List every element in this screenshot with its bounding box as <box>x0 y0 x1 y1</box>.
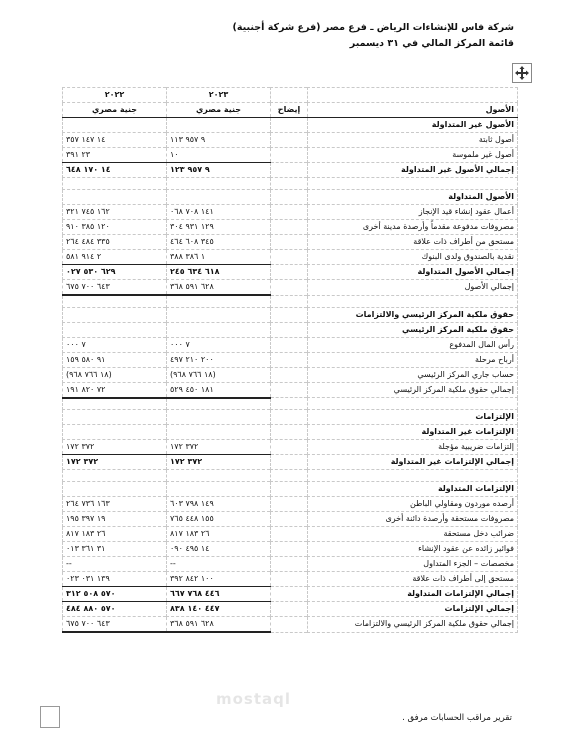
row-value-prior: ٢٦ ١٨٣ ٨١٧ <box>63 527 167 542</box>
watermark: mostaql <box>216 690 292 708</box>
table-row <box>63 602 518 617</box>
row-value-current: ١٢٩ ٩٣١ ٣٠٤ <box>167 220 271 235</box>
row-label: نقدية بالصندوق ولدى البنوك <box>308 250 518 265</box>
row-label: أرباح مرحلة <box>308 352 518 367</box>
row-value-current <box>167 470 271 482</box>
document-header <box>94 20 514 52</box>
row-value-current <box>167 425 271 440</box>
table-row <box>63 148 518 163</box>
row-value-current: ٩ ٩٥٧ ١١٣ <box>167 133 271 148</box>
row-value-prior: (١٨ ٧٦٦ ٩٦٨) <box>63 367 167 382</box>
row-label: الإلتزامات المتداولة <box>308 482 518 497</box>
row-note <box>271 220 308 235</box>
table-row <box>63 295 518 307</box>
row-note <box>271 617 308 633</box>
row-value-prior: ١٤ ١٤٧ ٣٥٧ <box>63 133 167 148</box>
row-note <box>271 587 308 602</box>
row-label: رأس المال المدفوع <box>308 337 518 352</box>
column-header-row <box>63 103 518 118</box>
row-label: حقوق ملكية المركز الرئيسي <box>308 322 518 337</box>
row-value-prior <box>63 425 167 440</box>
table-row <box>63 482 518 497</box>
row-note <box>271 133 308 148</box>
assets-heading: الأصول <box>308 103 518 118</box>
row-value-current: ٣٤٥ ٦٠٨ ٤٦٤ <box>167 235 271 250</box>
row-value-prior: ٣١ ٣٦١ ٠١٣ <box>63 542 167 557</box>
row-value-prior <box>63 190 167 205</box>
row-note <box>271 367 308 382</box>
row-note <box>271 410 308 425</box>
row-value-current: ١٨١ ٤٥٠ ٥٢٩ <box>167 382 271 398</box>
row-value-prior: ٢ ٩١٤ ٥٨١ <box>63 250 167 265</box>
row-value-current <box>167 410 271 425</box>
row-value-prior <box>63 410 167 425</box>
row-value-prior <box>63 322 167 337</box>
row-value-prior: ٥٧٠ ٨٨٠ ٤٨٤ <box>63 602 167 617</box>
row-value-current: ٤٤٦ ٧٦٨ ٦٦٧ <box>167 587 271 602</box>
table-row <box>63 497 518 512</box>
table-row <box>63 512 518 527</box>
table-row <box>63 617 518 633</box>
row-note <box>271 190 308 205</box>
row-value-current: -- <box>167 557 271 572</box>
statement-title: قائمة المركز المالي في ٣١ ديسمبر <box>349 38 514 49</box>
table-move-handle[interactable] <box>512 63 532 83</box>
row-label: مستحق إلى أطراف ذات علاقة <box>308 572 518 587</box>
row-value-current: ١٠٠ ٨٤٢ ٣٩٢ <box>167 572 271 587</box>
row-label: إجمالي حقوق ملكية المركز الرئيسي <box>308 382 518 398</box>
row-label: مصروفات مدفوعة مقدماً وأرصدة مدينة أخرى <box>308 220 518 235</box>
row-value-prior: ٣٧٢ ١٧٢ <box>63 455 167 470</box>
row-value-prior: ١٤ ١٧٠ ٦٤٨ <box>63 163 167 178</box>
row-note <box>271 425 308 440</box>
row-value-current <box>167 118 271 133</box>
row-value-current: ١ ٣٨٦ ٣٨٨ <box>167 250 271 265</box>
row-note <box>271 497 308 512</box>
table-row <box>63 337 518 352</box>
row-value-prior: ٣٣٥ ٤٨٤ ٢٦٤ <box>63 235 167 250</box>
table-row <box>63 250 518 265</box>
row-value-prior <box>63 398 167 410</box>
table-row <box>63 235 518 250</box>
row-value-prior: ٢٣ ٣٩١ <box>63 148 167 163</box>
row-label: أعمال عقود إنشاء قيد الإنجاز <box>308 205 518 220</box>
row-note <box>271 602 308 617</box>
row-note <box>271 265 308 280</box>
table-row <box>63 178 518 190</box>
table-row <box>63 398 518 410</box>
row-label: حقوق ملكية المركز الرئيسي والالتزامات <box>308 307 518 322</box>
row-value-prior <box>63 482 167 497</box>
table-row <box>63 587 518 602</box>
row-value-current: ١٠ <box>167 148 271 163</box>
row-note <box>271 307 308 322</box>
row-label: أرصده موردون ومقاولي الباطن <box>308 497 518 512</box>
year-prior: ٢٠٢٢ <box>63 88 167 103</box>
row-value-current: ٢٦ ١٨٣ ٨١٧ <box>167 527 271 542</box>
row-value-prior <box>63 470 167 482</box>
auditor-report-note: تقرير مراقب الحسابات مرفق . <box>402 713 512 723</box>
row-value-prior: ١٩ ٣٩٧ ١٩٥ <box>63 512 167 527</box>
row-value-current <box>167 398 271 410</box>
row-label: إجمالي الأصول <box>308 280 518 296</box>
row-label: الأصول غير المتداولة <box>308 118 518 133</box>
row-value-current: ٢٠٠ ٢١٠ ٤٩٧ <box>167 352 271 367</box>
table-row <box>63 220 518 235</box>
row-value-current <box>167 307 271 322</box>
row-value-current: ٣٧٢ ١٧٢ <box>167 455 271 470</box>
row-label: إجمالي الإلتزامات <box>308 602 518 617</box>
row-value-current: (١٨ ٧٦٦ ٩٦٨) <box>167 367 271 382</box>
table-row <box>63 190 518 205</box>
row-note <box>271 250 308 265</box>
row-label <box>308 470 518 482</box>
table-row <box>63 470 518 482</box>
table-row <box>63 280 518 296</box>
row-label <box>308 295 518 307</box>
row-value-prior: ٧ ٠٠٠ <box>63 337 167 352</box>
row-label: الأصول المتداولة <box>308 190 518 205</box>
row-label: حساب جاري المركز الرئيسي <box>308 367 518 382</box>
row-label: إلتزامات ضريبية مؤجلة <box>308 440 518 455</box>
note-heading: إيضاح <box>271 103 308 118</box>
row-note <box>271 542 308 557</box>
row-value-current <box>167 190 271 205</box>
row-value-prior: ١٦٢ ٧٤٥ ٣٢١ <box>63 205 167 220</box>
table-row <box>63 352 518 367</box>
row-value-prior <box>63 295 167 307</box>
row-label <box>308 398 518 410</box>
row-note <box>271 398 308 410</box>
table-row <box>63 307 518 322</box>
currency-current: جنية مصري <box>167 103 271 118</box>
table-row <box>63 455 518 470</box>
table-row <box>63 133 518 148</box>
table-row <box>63 542 518 557</box>
row-value-current: ٦٢٨ ٥٩١ ٣٦٨ <box>167 617 271 633</box>
row-value-current <box>167 178 271 190</box>
table-row <box>63 205 518 220</box>
row-value-prior: ١٦٣ ٧٣٦ ٢٦٤ <box>63 497 167 512</box>
row-note <box>271 322 308 337</box>
row-label: أصول ثابتة <box>308 133 518 148</box>
row-note <box>271 512 308 527</box>
row-value-current <box>167 295 271 307</box>
row-note <box>271 178 308 190</box>
row-label: مصروفات مستحقة وأرصدة دائنة أخرى <box>308 512 518 527</box>
table-row <box>63 440 518 455</box>
table-row <box>63 425 518 440</box>
row-note <box>271 482 308 497</box>
row-note <box>271 440 308 455</box>
row-label: إجمالي الأصول المتداولة <box>308 265 518 280</box>
row-label: أصول غير ملموسة <box>308 148 518 163</box>
row-label: مستحق من أطراف ذات علاقة <box>308 235 518 250</box>
move-arrows-icon <box>515 66 529 80</box>
currency-prior: جنية مصري <box>63 103 167 118</box>
row-value-current: ١٥٥ ٤٤٨ ٧٦٥ <box>167 512 271 527</box>
row-label: إجمالي الإلتزامات المتداولة <box>308 587 518 602</box>
table-row <box>63 265 518 280</box>
row-value-current: ٩ ٩٥٧ ١٢٣ <box>167 163 271 178</box>
row-value-prior: ٦٢٩ ٥٣٠ ٠٢٧ <box>63 265 167 280</box>
row-note <box>271 455 308 470</box>
row-label: إجمالي الأصول غير المتداولة <box>308 163 518 178</box>
row-value-prior <box>63 178 167 190</box>
row-value-prior: -- <box>63 557 167 572</box>
table-row <box>63 382 518 398</box>
company-title: شركة فاس للإنشاءات الرياض ـ فرع مصر (فرع شركة أجنبية) <box>232 22 514 33</box>
row-value-prior <box>63 118 167 133</box>
row-note <box>271 118 308 133</box>
row-value-current: ٦١٨ ٦٣٤ ٢٤٥ <box>167 265 271 280</box>
row-value-current: ٦٢٨ ٥٩١ ٣٦٨ <box>167 280 271 296</box>
page-corner-box <box>40 706 60 728</box>
year-header-row <box>63 88 518 103</box>
row-label: إجمالي حقوق ملكية المركز الرئيسي والالتزامات <box>308 617 518 633</box>
row-note <box>271 337 308 352</box>
table-row <box>63 557 518 572</box>
row-value-prior: ٧٢ ٨٢٠ ١٩١ <box>63 382 167 398</box>
table-row <box>63 322 518 337</box>
row-value-prior: ١٢٠ ٣٨٥ ٩١٠ <box>63 220 167 235</box>
row-label: إجمالي الإلتزامات غير المتداولة <box>308 455 518 470</box>
row-value-current: ١٤ ٤٩٥ ٠٩٠ <box>167 542 271 557</box>
financial-position-table <box>62 87 518 633</box>
row-label: مخصصات – الجزء المتداول <box>308 557 518 572</box>
table-row <box>63 527 518 542</box>
row-label: الإلتزامات غير المتداولة <box>308 425 518 440</box>
table-row <box>63 410 518 425</box>
row-value-prior: ٣٧٢ ١٧٢ <box>63 440 167 455</box>
row-note <box>271 382 308 398</box>
row-value-prior: ٦٤٣ ٧٠٠ ٦٧٥ <box>63 280 167 296</box>
row-label: الإلتزامات <box>308 410 518 425</box>
row-value-prior: ١٣٩ ٠٣١ ٠٢٣ <box>63 572 167 587</box>
row-value-current: ٣٧٢ ١٧٢ <box>167 440 271 455</box>
row-note <box>271 572 308 587</box>
row-value-prior: ٩١ ٥٨٠ ١٥٩ <box>63 352 167 367</box>
row-note <box>271 470 308 482</box>
row-note <box>271 295 308 307</box>
table-row <box>63 118 518 133</box>
row-value-current: ٤٤٧ ١٤٠ ٨٣٨ <box>167 602 271 617</box>
table-row <box>63 572 518 587</box>
row-value-current: ١٤٩ ٧٩٨ ٦٠٣ <box>167 497 271 512</box>
row-value-prior <box>63 307 167 322</box>
year-current: ٢٠٢٣ <box>167 88 271 103</box>
row-label: ضرائب دخل مستحقة <box>308 527 518 542</box>
row-value-current <box>167 322 271 337</box>
row-note <box>271 280 308 296</box>
table-row <box>63 163 518 178</box>
row-note <box>271 163 308 178</box>
table-row <box>63 367 518 382</box>
row-note <box>271 235 308 250</box>
row-label <box>308 178 518 190</box>
row-note <box>271 148 308 163</box>
row-value-prior: ٥٧٠ ٥٠٨ ٣١٢ <box>63 587 167 602</box>
row-value-prior: ٦٤٣ ٧٠٠ ٦٧٥ <box>63 617 167 633</box>
row-value-current: ١٤١ ٧٠٨ ٠٦٨ <box>167 205 271 220</box>
row-note <box>271 205 308 220</box>
row-label: فوائير زائده عن عقود الإنشاء <box>308 542 518 557</box>
row-value-current: ٧ ٠٠٠ <box>167 337 271 352</box>
row-note <box>271 352 308 367</box>
row-note <box>271 557 308 572</box>
row-note <box>271 527 308 542</box>
row-value-current <box>167 482 271 497</box>
